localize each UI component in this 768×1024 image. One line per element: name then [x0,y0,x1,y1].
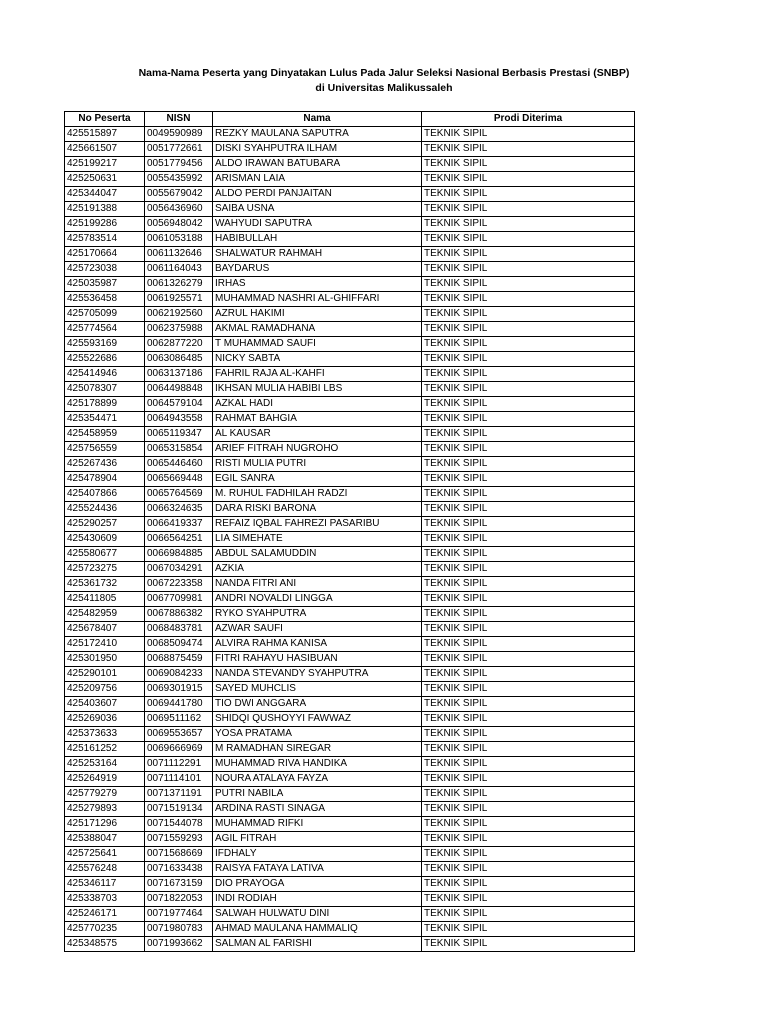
cell-nisn: 0071993662 [145,937,213,952]
cell-no-peserta: 425458959 [65,427,145,442]
cell-no-peserta: 425522686 [65,352,145,367]
cell-nisn: 0071673159 [145,877,213,892]
participants-table [64,111,635,952]
cell-nama: NOURA ATALAYA FAYZA [213,772,422,787]
cell-nama: IRHAS [213,277,422,292]
cell-prodi: TEKNIK SIPIL [422,892,635,907]
cell-prodi: TEKNIK SIPIL [422,772,635,787]
cell-nisn: 0056948042 [145,217,213,232]
cell-nama: AKMAL RAMADHANA [213,322,422,337]
cell-no-peserta: 425580677 [65,547,145,562]
cell-no-peserta: 425161252 [65,742,145,757]
table-row [65,937,635,952]
cell-prodi: TEKNIK SIPIL [422,442,635,457]
cell-nama: FITRI RAHAYU HASIBUAN [213,652,422,667]
table-row [65,397,635,412]
table-row [65,322,635,337]
cell-nisn: 0064498848 [145,382,213,397]
table-row [65,217,635,232]
cell-nisn: 0071519134 [145,802,213,817]
cell-prodi: TEKNIK SIPIL [422,712,635,727]
table-row [65,817,635,832]
cell-nisn: 0051772661 [145,142,213,157]
cell-nama: PUTRI NABILA [213,787,422,802]
cell-prodi: TEKNIK SIPIL [422,607,635,622]
cell-prodi: TEKNIK SIPIL [422,292,635,307]
table-row [65,517,635,532]
cell-no-peserta: 425078307 [65,382,145,397]
table-row [65,622,635,637]
cell-prodi: TEKNIK SIPIL [422,592,635,607]
cell-prodi: TEKNIK SIPIL [422,202,635,217]
table-row [65,247,635,262]
cell-nama: AZWAR SAUFI [213,622,422,637]
cell-no-peserta: 425171296 [65,817,145,832]
cell-nisn: 0065764569 [145,487,213,502]
cell-nisn: 0068875459 [145,652,213,667]
table-row [65,427,635,442]
cell-nama: SALWAH HULWATU DINI [213,907,422,922]
cell-nisn: 0067034291 [145,562,213,577]
table-row [65,802,635,817]
table-row [65,187,635,202]
cell-prodi: TEKNIK SIPIL [422,157,635,172]
table-row [65,277,635,292]
table-row [65,667,635,682]
cell-no-peserta: 425414946 [65,367,145,382]
cell-nisn: 0069511162 [145,712,213,727]
cell-nama: SHIDQI QUSHOYYI FAWWAZ [213,712,422,727]
cell-no-peserta: 425661507 [65,142,145,157]
cell-no-peserta: 425576248 [65,862,145,877]
cell-prodi: TEKNIK SIPIL [422,382,635,397]
cell-nama: M RAMADHAN SIREGAR [213,742,422,757]
cell-nama: IFDHALY [213,847,422,862]
cell-no-peserta: 425678407 [65,622,145,637]
table-row [65,607,635,622]
cell-no-peserta: 425264919 [65,772,145,787]
cell-prodi: TEKNIK SIPIL [422,682,635,697]
cell-nama: IKHSAN MULIA HABIBI LBS [213,382,422,397]
cell-nisn: 0071568669 [145,847,213,862]
cell-prodi: TEKNIK SIPIL [422,907,635,922]
cell-nisn: 0067886382 [145,607,213,622]
cell-nama: BAYDARUS [213,262,422,277]
cell-prodi: TEKNIK SIPIL [422,307,635,322]
cell-nisn: 0069301915 [145,682,213,697]
cell-nisn: 0063086485 [145,352,213,367]
cell-nama: RYKO SYAHPUTRA [213,607,422,622]
table-row [65,262,635,277]
cell-nisn: 0061326279 [145,277,213,292]
cell-prodi: TEKNIK SIPIL [422,637,635,652]
cell-no-peserta: 425779279 [65,787,145,802]
cell-nama: ARISMAN LAIA [213,172,422,187]
cell-prodi: TEKNIK SIPIL [422,652,635,667]
cell-no-peserta: 425246171 [65,907,145,922]
cell-nama: AZKAL HADI [213,397,422,412]
table-body [65,127,635,952]
cell-nama: MUHAMMAD RIVA HANDIKA [213,757,422,772]
cell-prodi: TEKNIK SIPIL [422,847,635,862]
cell-nama: AGIL FITRAH [213,832,422,847]
cell-nama: RISTI MULIA PUTRI [213,457,422,472]
cell-no-peserta: 425482959 [65,607,145,622]
cell-nisn: 0071114101 [145,772,213,787]
table-row [65,922,635,937]
table-row [65,547,635,562]
cell-prodi: TEKNIK SIPIL [422,622,635,637]
cell-nama: LIA SIMEHATE [213,532,422,547]
cell-no-peserta: 425290101 [65,667,145,682]
cell-no-peserta: 425361732 [65,577,145,592]
cell-no-peserta: 425279893 [65,802,145,817]
table-row [65,172,635,187]
cell-nama: NANDA STEVANDY SYAHPUTRA [213,667,422,682]
cell-nisn: 0055435992 [145,172,213,187]
cell-nama: DARA RISKI BARONA [213,502,422,517]
cell-nisn: 0064579104 [145,397,213,412]
cell-nama: ARIEF FITRAH NUGROHO [213,442,422,457]
document-subtitle: di Universitas Malikussaleh [315,82,453,94]
table-row [65,712,635,727]
cell-no-peserta: 425723275 [65,562,145,577]
table-row [65,352,635,367]
cell-nisn: 0071633438 [145,862,213,877]
table-row [65,292,635,307]
cell-nisn: 0049590989 [145,127,213,142]
table-row [65,202,635,217]
cell-nama: FAHRIL RAJA AL-KAHFI [213,367,422,382]
cell-prodi: TEKNIK SIPIL [422,787,635,802]
cell-nisn: 0068483781 [145,622,213,637]
cell-no-peserta: 425411805 [65,592,145,607]
cell-nisn: 0071980783 [145,922,213,937]
table-row [65,532,635,547]
table-row [65,502,635,517]
table-row [65,127,635,142]
cell-nama: ARDINA RASTI SINAGA [213,802,422,817]
cell-prodi: TEKNIK SIPIL [422,547,635,562]
cell-nisn: 0071559293 [145,832,213,847]
cell-prodi: TEKNIK SIPIL [422,727,635,742]
cell-prodi: TEKNIK SIPIL [422,532,635,547]
table-row [65,892,635,907]
cell-nama: M. RUHUL FADHILAH RADZI [213,487,422,502]
table-row [65,472,635,487]
cell-no-peserta: 425199286 [65,217,145,232]
cell-prodi: TEKNIK SIPIL [422,337,635,352]
cell-nama: SALMAN AL FARISHI [213,937,422,952]
table-row [65,637,635,652]
table-row [65,787,635,802]
cell-nama: WAHYUDI SAPUTRA [213,217,422,232]
table-row [65,142,635,157]
cell-nama: ALVIRA RAHMA KANISA [213,637,422,652]
cell-prodi: TEKNIK SIPIL [422,802,635,817]
cell-no-peserta: 425725641 [65,847,145,862]
cell-nisn: 0065446460 [145,457,213,472]
cell-prodi: TEKNIK SIPIL [422,937,635,952]
cell-no-peserta: 425344047 [65,187,145,202]
cell-no-peserta: 425338703 [65,892,145,907]
table-row [65,382,635,397]
header-nisn: NISN [145,112,213,127]
cell-no-peserta: 425536458 [65,292,145,307]
cell-prodi: TEKNIK SIPIL [422,577,635,592]
table-row [65,412,635,427]
cell-nama: AZKIA [213,562,422,577]
cell-nisn: 0066564251 [145,532,213,547]
cell-nama: AL KAUSAR [213,427,422,442]
cell-nisn: 0066419337 [145,517,213,532]
cell-no-peserta: 425354471 [65,412,145,427]
table-header-row [65,112,635,127]
cell-nama: SAYED MUHCLIS [213,682,422,697]
cell-prodi: TEKNIK SIPIL [422,352,635,367]
cell-no-peserta: 425524436 [65,502,145,517]
cell-no-peserta: 425403607 [65,697,145,712]
cell-nisn: 0051779456 [145,157,213,172]
cell-prodi: TEKNIK SIPIL [422,412,635,427]
cell-prodi: TEKNIK SIPIL [422,922,635,937]
document-title: Nama-Nama Peserta yang Dinyatakan Lulus Pada Jalur Seleksi Nasional Berbasis Prestasi (SNBP) [138,67,630,79]
cell-nisn: 0065119347 [145,427,213,442]
cell-nisn: 0062877220 [145,337,213,352]
cell-prodi: TEKNIK SIPIL [422,172,635,187]
cell-no-peserta: 425035987 [65,277,145,292]
cell-no-peserta: 425209756 [65,682,145,697]
cell-nisn: 0071371191 [145,787,213,802]
table-row [65,907,635,922]
cell-no-peserta: 425301950 [65,652,145,667]
cell-no-peserta: 425388047 [65,832,145,847]
cell-prodi: TEKNIK SIPIL [422,817,635,832]
cell-nisn: 0055679042 [145,187,213,202]
cell-prodi: TEKNIK SIPIL [422,502,635,517]
cell-nama: TIO DWI ANGGARA [213,697,422,712]
table-row [65,487,635,502]
cell-prodi: TEKNIK SIPIL [422,667,635,682]
cell-no-peserta: 425172410 [65,637,145,652]
cell-nama: MUHAMMAD RIFKI [213,817,422,832]
cell-no-peserta: 425756559 [65,442,145,457]
cell-no-peserta: 425593169 [65,337,145,352]
cell-nisn: 0056436960 [145,202,213,217]
cell-prodi: TEKNIK SIPIL [422,187,635,202]
cell-nisn: 0071112291 [145,757,213,772]
table-row [65,442,635,457]
cell-nama: ABDUL SALAMUDDIN [213,547,422,562]
cell-nisn: 0062375988 [145,322,213,337]
cell-no-peserta: 425407866 [65,487,145,502]
table-row [65,157,635,172]
table-row [65,682,635,697]
cell-nisn: 0065669448 [145,472,213,487]
cell-nama: HABIBULLAH [213,232,422,247]
cell-no-peserta: 425348575 [65,937,145,952]
cell-no-peserta: 425430609 [65,532,145,547]
cell-no-peserta: 425199217 [65,157,145,172]
table-row [65,862,635,877]
cell-nisn: 0061132646 [145,247,213,262]
table-row [65,742,635,757]
cell-nisn: 0069553657 [145,727,213,742]
cell-nama: SHALWATUR RAHMAH [213,247,422,262]
cell-prodi: TEKNIK SIPIL [422,757,635,772]
cell-prodi: TEKNIK SIPIL [422,262,635,277]
table-row [65,232,635,247]
cell-nama: AHMAD MAULANA HAMMALIQ [213,922,422,937]
table-row [65,727,635,742]
cell-nisn: 0068509474 [145,637,213,652]
cell-prodi: TEKNIK SIPIL [422,217,635,232]
cell-nisn: 0067709981 [145,592,213,607]
cell-prodi: TEKNIK SIPIL [422,367,635,382]
table-row [65,592,635,607]
cell-prodi: TEKNIK SIPIL [422,877,635,892]
cell-nama: ANDRI NOVALDI LINGGA [213,592,422,607]
cell-nama: NANDA FITRI ANI [213,577,422,592]
cell-nisn: 0064943558 [145,412,213,427]
cell-nama: RAISYA FATAYA LATIVA [213,862,422,877]
cell-nisn: 0071822053 [145,892,213,907]
cell-nama: DIO PRAYOGA [213,877,422,892]
table-row [65,772,635,787]
cell-nisn: 0071977464 [145,907,213,922]
cell-prodi: TEKNIK SIPIL [422,232,635,247]
cell-prodi: TEKNIK SIPIL [422,277,635,292]
cell-prodi: TEKNIK SIPIL [422,742,635,757]
table-row [65,697,635,712]
cell-nama: AZRUL HAKIMI [213,307,422,322]
cell-no-peserta: 425774564 [65,322,145,337]
cell-prodi: TEKNIK SIPIL [422,472,635,487]
header-nama: Nama [213,112,422,127]
cell-nisn: 0065315854 [145,442,213,457]
header-prodi-diterima: Prodi Diterima [422,112,635,127]
table-row [65,652,635,667]
cell-no-peserta: 425267436 [65,457,145,472]
table-row [65,307,635,322]
cell-no-peserta: 425346117 [65,877,145,892]
cell-nisn: 0069666969 [145,742,213,757]
cell-no-peserta: 425723038 [65,262,145,277]
cell-prodi: TEKNIK SIPIL [422,127,635,142]
cell-prodi: TEKNIK SIPIL [422,517,635,532]
cell-nama: SAIBA USNA [213,202,422,217]
cell-prodi: TEKNIK SIPIL [422,457,635,472]
cell-nama: ALDO IRAWAN BATUBARA [213,157,422,172]
table-row [65,457,635,472]
cell-nisn: 0066324635 [145,502,213,517]
cell-nama: INDI RODIAH [213,892,422,907]
cell-prodi: TEKNIK SIPIL [422,142,635,157]
table-row [65,562,635,577]
table-row [65,877,635,892]
table-row [65,847,635,862]
cell-no-peserta: 425373633 [65,727,145,742]
cell-no-peserta: 425783514 [65,232,145,247]
cell-no-peserta: 425770235 [65,922,145,937]
cell-nama: REFAIZ IQBAL FAHREZI PASARIBU [213,517,422,532]
cell-no-peserta: 425170664 [65,247,145,262]
cell-nisn: 0067223358 [145,577,213,592]
cell-nama: ALDO PERDI PANJAITAN [213,187,422,202]
cell-no-peserta: 425515897 [65,127,145,142]
cell-nama: NICKY SABTA [213,352,422,367]
cell-nisn: 0069084233 [145,667,213,682]
cell-prodi: TEKNIK SIPIL [422,862,635,877]
cell-nisn: 0063137186 [145,367,213,382]
cell-no-peserta: 425478904 [65,472,145,487]
cell-nama: EGIL SANRA [213,472,422,487]
cell-no-peserta: 425191388 [65,202,145,217]
header-no-peserta: No Peserta [65,112,145,127]
cell-no-peserta: 425253164 [65,757,145,772]
cell-no-peserta: 425178899 [65,397,145,412]
cell-nama: RAHMAT BAHGIA [213,412,422,427]
cell-nisn: 0071544078 [145,817,213,832]
cell-nisn: 0061925571 [145,292,213,307]
cell-prodi: TEKNIK SIPIL [422,322,635,337]
cell-nisn: 0061053188 [145,232,213,247]
table-row [65,337,635,352]
cell-nama: T MUHAMMAD SAUFI [213,337,422,352]
cell-nisn: 0062192560 [145,307,213,322]
cell-prodi: TEKNIK SIPIL [422,397,635,412]
table-row [65,577,635,592]
cell-nama: YOSA PRATAMA [213,727,422,742]
cell-nama: REZKY MAULANA SAPUTRA [213,127,422,142]
cell-prodi: TEKNIK SIPIL [422,832,635,847]
cell-prodi: TEKNIK SIPIL [422,697,635,712]
cell-no-peserta: 425269036 [65,712,145,727]
table-row [65,757,635,772]
cell-no-peserta: 425250631 [65,172,145,187]
table-row [65,832,635,847]
cell-nama: MUHAMMAD NASHRI AL-GHIFFARI [213,292,422,307]
cell-nama: DISKI SYAHPUTRA ILHAM [213,142,422,157]
cell-no-peserta: 425705099 [65,307,145,322]
cell-prodi: TEKNIK SIPIL [422,427,635,442]
table-row [65,367,635,382]
cell-prodi: TEKNIK SIPIL [422,487,635,502]
cell-no-peserta: 425290257 [65,517,145,532]
cell-nisn: 0066984885 [145,547,213,562]
cell-nisn: 0069441780 [145,697,213,712]
cell-prodi: TEKNIK SIPIL [422,247,635,262]
cell-nisn: 0061164043 [145,262,213,277]
cell-prodi: TEKNIK SIPIL [422,562,635,577]
